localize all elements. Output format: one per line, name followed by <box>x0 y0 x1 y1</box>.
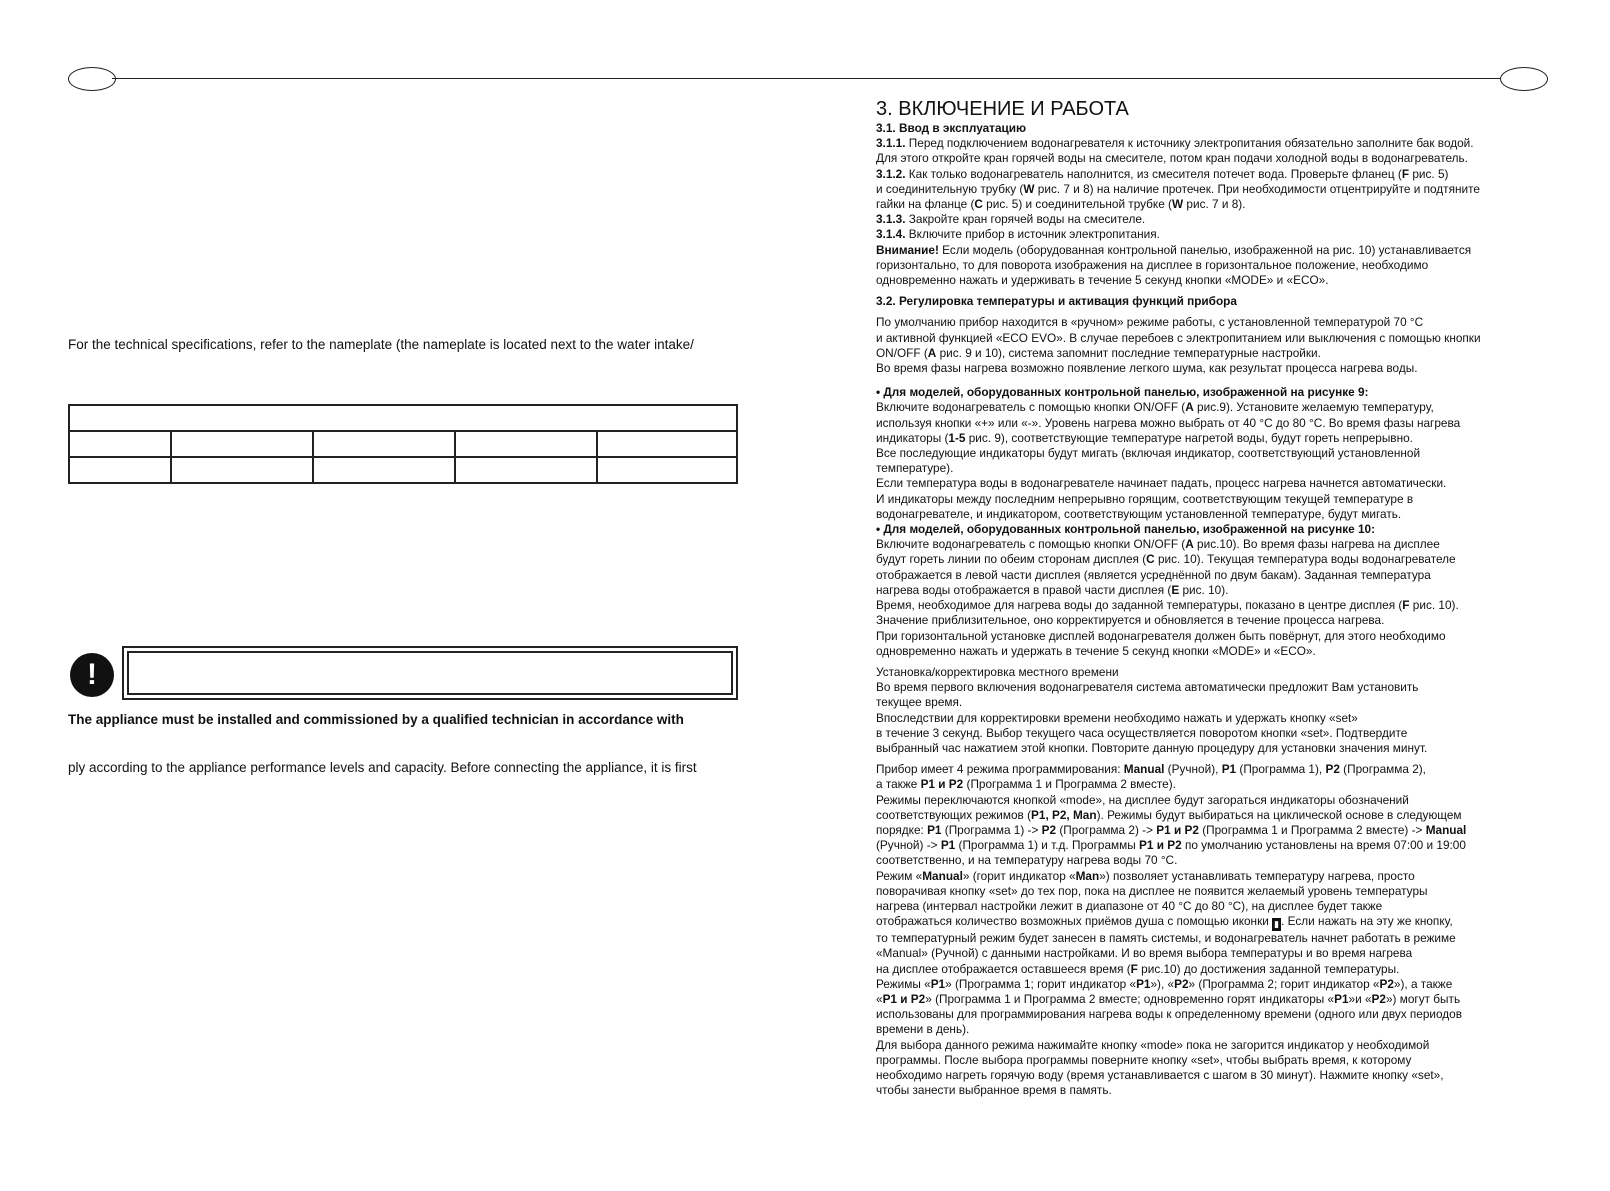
text: ») позволяет устанавливать температуру нагрева, просто <box>1099 868 1415 883</box>
text: « <box>876 991 883 1006</box>
ref: Manual <box>922 868 963 883</box>
ref: W <box>1023 181 1035 196</box>
paragraph: выбранный час нажатием этой кнопки. Повторите данную процедуру для установки значения минут. <box>876 740 1428 755</box>
paragraph: программы. После выбора программы поверните кнопку «set», чтобы выбрать время, к которому <box>876 1052 1412 1067</box>
paragraph <box>876 914 1556 931</box>
text: рис. 7 и 8). <box>1183 197 1246 212</box>
ref: C <box>974 197 983 212</box>
ref: P2 <box>1379 976 1394 991</box>
ref: P1 и P2 <box>882 991 926 1006</box>
paragraph: в течение 3 секунд. Выбор текущего часа осуществляется поворотом кнопки «set». Подтвердите <box>876 725 1408 740</box>
paragraph: одновременно нажать и удерживать в течение 5 секунд кнопки «MODE» и «ECO». <box>876 273 1329 288</box>
text: рис. 5) <box>1409 166 1449 181</box>
paragraph: Во время фазы нагрева возможно появление легкого шума, как результат процесса нагрева воды. <box>876 361 1418 376</box>
paragraph <box>876 197 1556 212</box>
paragraph: По умолчанию прибор находится в «ручном» режиме работы, с установленной температурой 70 °C <box>876 315 1424 330</box>
paragraph: соответственно, и на температуру нагрева воды 70 °C. <box>876 853 1178 868</box>
paragraph: водонагревателе, и индикатором, соответствующим установленной температуре, будут мигать. <box>876 506 1402 521</box>
text: » (горит индикатор « <box>962 868 1076 883</box>
text: (Программа 2) -> <box>1056 822 1157 837</box>
ref: P2 <box>1174 976 1189 991</box>
text: Если модель (оборудованная контрольной панелью, изображенной на рис. 10) устанавливается <box>938 242 1472 257</box>
paragraph: то температурный режим будет занесен в память системы, и водонагреватель начнет работать в режиме <box>876 931 1456 946</box>
paragraph <box>876 962 1556 977</box>
paragraph: Режимы переключаются кнопкой «mode», на дисплее будут загораться индикаторы обозначений <box>876 792 1409 807</box>
text: Закройте кран горячей воды на смесителе. <box>905 212 1146 227</box>
text: (Программа 1), <box>1236 762 1326 777</box>
text: и соединительную трубку ( <box>876 181 1024 196</box>
paragraph <box>876 777 1556 792</box>
text: порядке: <box>876 822 928 837</box>
text: нагрева воды отображается в правой части дисплея ( <box>876 582 1172 597</box>
tech-spec-line: For the technical specifications, refer to the nameplate (the nameplate is located next to the water intake/ <box>68 337 694 352</box>
table-cell <box>171 457 313 483</box>
ref: W <box>1172 197 1184 212</box>
step-number: 3.1.1. <box>876 136 906 151</box>
model-9-title: • Для моделей, оборудованных контрольной панелью, изображенной на рисунке 9: <box>876 385 1369 400</box>
text: по умолчанию установлены на время 07:00 и 19:00 <box>1181 838 1466 853</box>
paragraph: Значение приблизительное, оно корректируется и обновляется в течение процесса нагрева. <box>876 613 1385 628</box>
text: . Если нажать на эту же кнопку, <box>1281 914 1453 929</box>
paragraph <box>876 136 1556 151</box>
paragraph <box>876 992 1556 1007</box>
text: (Ручной) -> <box>876 838 941 853</box>
text: рис. 10). <box>1409 598 1459 613</box>
paragraph <box>876 598 1556 613</box>
ref: Man <box>1075 868 1100 883</box>
ref: A <box>1185 537 1194 552</box>
ref: P2 <box>1371 991 1386 1006</box>
table-cell <box>597 431 737 457</box>
step-number: 3.1.4. <box>876 227 906 242</box>
text: Перед подключением водонагревателя к источнику электропитания обязательно заполните бак водой. <box>905 136 1474 151</box>
paragraph <box>876 977 1556 992</box>
page-number-oval-left <box>68 67 116 91</box>
paragraph: Все последующие индикаторы будут мигать (включая индикатор, соответствующий установленной <box>876 446 1421 461</box>
right-column <box>876 97 1556 1098</box>
paragraph: Во время первого включения водонагревателя система автоматически предложит Вам установить <box>876 680 1419 695</box>
installation-warning: The appliance must be installed and commissioned by a qualified technician in accordance with <box>68 712 684 727</box>
paragraph: чтобы занести выбранное время в память. <box>876 1083 1112 1098</box>
text: Как только водонагреватель наполнится, из смесителя потечет вода. Проверьте фланец ( <box>905 166 1402 181</box>
text: Режимы « <box>876 976 931 991</box>
text: »), « <box>1150 976 1175 991</box>
text: соответствующих режимов ( <box>876 807 1032 822</box>
text: (Ручной), <box>1164 762 1222 777</box>
paragraph <box>876 838 1556 853</box>
text: (Программа 1) -> <box>941 822 1042 837</box>
paragraph <box>876 583 1556 598</box>
paragraph: И индикаторы между последним непрерывно горящим, соответствующим текущей температуре в <box>876 491 1414 506</box>
model-10-title: • Для моделей, оборудованных контрольной панелью, изображенной на рисунке 10: <box>876 522 1376 537</box>
text: рис.10). Во время фазы нагрева на дисплее <box>1193 537 1440 552</box>
text: » (Программа 1 и Программа 2 вместе; одновременно горят индикаторы « <box>925 991 1335 1006</box>
paragraph <box>876 167 1556 182</box>
paragraph: «Manual» (Ручной) с данными настройками. И во время выбора температуры и во время нагрева <box>876 946 1413 961</box>
ply-line: ply according to the appliance performance levels and capacity. Before connecting the appliance, it is first <box>68 760 697 775</box>
text: » (Программа 2; горит индикатор « <box>1188 976 1380 991</box>
table-cell <box>171 431 313 457</box>
paragraph: используя кнопки «+» или «-». Уровень нагрева можно выбрать от 40 °C до 80 °C. Во время фазы нагрева <box>876 415 1461 430</box>
ref: C <box>1146 552 1155 567</box>
table-cell <box>69 457 171 483</box>
paragraph: отображается в левой части дисплея (является усреднённой по двум бакам). Заданная температура <box>876 567 1431 582</box>
paragraph <box>876 762 1556 777</box>
paragraph: и активной функцией «ECO EVO». В случае перебоев с электропитанием или выключения с помощью кнопки <box>876 330 1481 345</box>
paragraph <box>876 227 1556 242</box>
step-number: 3.1.3. <box>876 212 906 227</box>
text: »и « <box>1348 991 1372 1006</box>
ref: P1 и P2 <box>1156 822 1199 837</box>
text: индикаторы ( <box>876 430 949 445</box>
text: » (Программа 1; горит индикатор « <box>945 976 1137 991</box>
paragraph <box>876 182 1556 197</box>
paragraph: нагрева (интервал настройки лежит в диапазоне от 40 °C до 80 °C), на дисплее будет также <box>876 898 1383 913</box>
paragraph <box>876 808 1556 823</box>
table-cell <box>455 431 597 457</box>
text: рис. 10). <box>1179 582 1229 597</box>
paragraph <box>876 537 1556 552</box>
paragraph: времени в день). <box>876 1022 970 1037</box>
text: рис. 10). Текущая температура воды водонагревателе <box>1154 552 1456 567</box>
text: (Программа 1 и Программа 2 вместе). <box>963 777 1176 792</box>
text: Время, необходимое для нагрева воды до заданной температуры, показано в центре дисплея ( <box>876 598 1403 613</box>
ref: 1-5 <box>948 430 966 445</box>
text: (Программа 2), <box>1339 762 1426 777</box>
table-cell <box>69 405 737 431</box>
text: рис.9). Установите желаемую температуру, <box>1193 400 1434 415</box>
ref: P1 и P2 <box>920 777 964 792</box>
paragraph: Впоследствии для корректировки времени необходимо нажать и удержать кнопку «set» <box>876 710 1358 725</box>
text: »), а также <box>1393 976 1453 991</box>
header-rule <box>112 78 1500 79</box>
subsection-title: 3.2. Регулировка температуры и активация функций прибора <box>876 294 1237 309</box>
table-cell <box>597 457 737 483</box>
ref: F <box>1402 598 1410 613</box>
table-row <box>69 405 737 431</box>
table-cell <box>455 457 597 483</box>
text: Режим « <box>876 868 923 883</box>
paragraph <box>876 212 1556 227</box>
paragraph: одновременно нажать и удержать в течение 5 секунд кнопки «MODE» и «ECO». <box>876 643 1316 658</box>
text: рис. 9), соответствующие температуре нагретой воды, будут гореть непрерывно. <box>965 430 1413 445</box>
paragraph <box>876 431 1556 446</box>
text: (Программа 1 и Программа 2 вместе) -> <box>1198 822 1426 837</box>
text: рис. 5) и соединительной трубке ( <box>982 197 1172 212</box>
section-title: 3. ВКЛЮЧЕНИЕ И РАБОТА <box>876 98 1129 120</box>
ref: Manual <box>1425 822 1467 837</box>
ref: P1 <box>927 822 942 837</box>
paragraph <box>876 243 1556 258</box>
ref: A <box>1185 400 1194 415</box>
paragraph: Для выбора данного режима нажимайте кнопку «mode» пока не загорится индикатор у необходимой <box>876 1037 1430 1052</box>
paragraph: температуре). <box>876 461 954 476</box>
exclamation-icon: ! <box>70 653 114 697</box>
text: Прибор имеет 4 режима программирования: <box>876 762 1124 777</box>
paragraph <box>876 869 1556 884</box>
paragraph: текущее время. <box>876 695 963 710</box>
text: гайки на фланце ( <box>876 197 975 212</box>
paragraph <box>876 552 1556 567</box>
ref: A <box>927 345 937 360</box>
paragraph <box>876 400 1556 415</box>
paragraph <box>876 346 1556 361</box>
ref: P1, P2, Man <box>1031 807 1097 822</box>
warning-box <box>122 646 738 700</box>
text: ») могут быть <box>1385 991 1461 1006</box>
warning-box-inner <box>127 651 733 695</box>
ref: P1 и P2 <box>1139 838 1182 853</box>
text: рис. 9 и 10), система запомнит последние температурные настройки. <box>936 345 1321 360</box>
table-cell <box>313 431 455 457</box>
step-number: 3.1.2. <box>876 166 906 181</box>
ref: E <box>1171 582 1180 597</box>
paragraph: горизонтально, то для поворота изображения на дисплее в горизонтальное положение, необходимо <box>876 257 1429 272</box>
table-cell <box>313 457 455 483</box>
text: ON/OFF ( <box>876 345 928 360</box>
ref: Manual <box>1123 762 1165 777</box>
table-cell <box>69 431 171 457</box>
text: ). Режимы будут выбираться на циклической основе в следующем <box>1096 807 1462 822</box>
paragraph: необходимо нагреть горячую воду (время устанавливается с шагом в 30 минут). Нажмите кнопку «set», <box>876 1067 1444 1082</box>
text: на дисплее отображается оставшееся время ( <box>876 961 1131 976</box>
text: а также <box>876 777 921 792</box>
paragraph: поворачивая кнопку «set» до тех пор, пока на дисплее не появится желаемый уровень температуры <box>876 883 1428 898</box>
text: рис. 7 и 8) на наличие протечек. При необходимости отцентрируйте и подтяните <box>1034 181 1480 196</box>
subsection-title: 3.1. Ввод в эксплуатацию <box>876 121 1027 135</box>
ref: P2 <box>1325 762 1340 777</box>
text: рис.10) до достижения заданной температуры. <box>1137 961 1400 976</box>
paragraph: При горизонтальной установке дисплей водонагревателя должен быть повёрнут, для этого необходимо <box>876 628 1446 643</box>
table-row <box>69 431 737 457</box>
paragraph: использованы для программирования нагрева воды к определенному времени (одного или двух периодов <box>876 1007 1463 1022</box>
ref: P1 <box>1334 991 1349 1006</box>
text: (Программа 1) и т.д. Программы <box>955 838 1139 853</box>
shower-icon: ▮ <box>1272 918 1281 931</box>
paragraph: Для этого откройте кран горячей воды на смесителе, потом кран подачи холодной воды в водонагреватель. <box>876 151 1468 166</box>
text: Включите водонагреватель с помощью кнопки ON/OFF ( <box>876 537 1186 552</box>
ref: P1 <box>930 976 946 991</box>
paragraph: Если температура воды в водонагревателе начинает падать, процесс нагрева начнется автоматически. <box>876 476 1447 491</box>
ref: F <box>1401 166 1410 181</box>
text: отображаться количество возможных приёмов душа с помощью иконки <box>876 914 1273 929</box>
ref: P1 <box>1221 762 1237 777</box>
page-number-oval-right <box>1500 67 1548 91</box>
text: Включите прибор в источник электропитания. <box>905 227 1160 242</box>
text: Включите водонагреватель с помощью кнопки ON/OFF ( <box>876 400 1186 415</box>
paragraph <box>876 823 1556 838</box>
text: будут гореть линии по обеим сторонам дисплея ( <box>876 552 1147 567</box>
table-row <box>69 457 737 483</box>
time-setting-title: Установка/корректировка местного времени <box>876 664 1119 679</box>
spec-table <box>68 404 738 484</box>
ref: P2 <box>1041 822 1057 837</box>
attention-label: Внимание! <box>876 242 939 257</box>
ref: F <box>1130 961 1138 976</box>
ref: P1 <box>1136 976 1151 991</box>
ref: P1 <box>940 838 956 853</box>
